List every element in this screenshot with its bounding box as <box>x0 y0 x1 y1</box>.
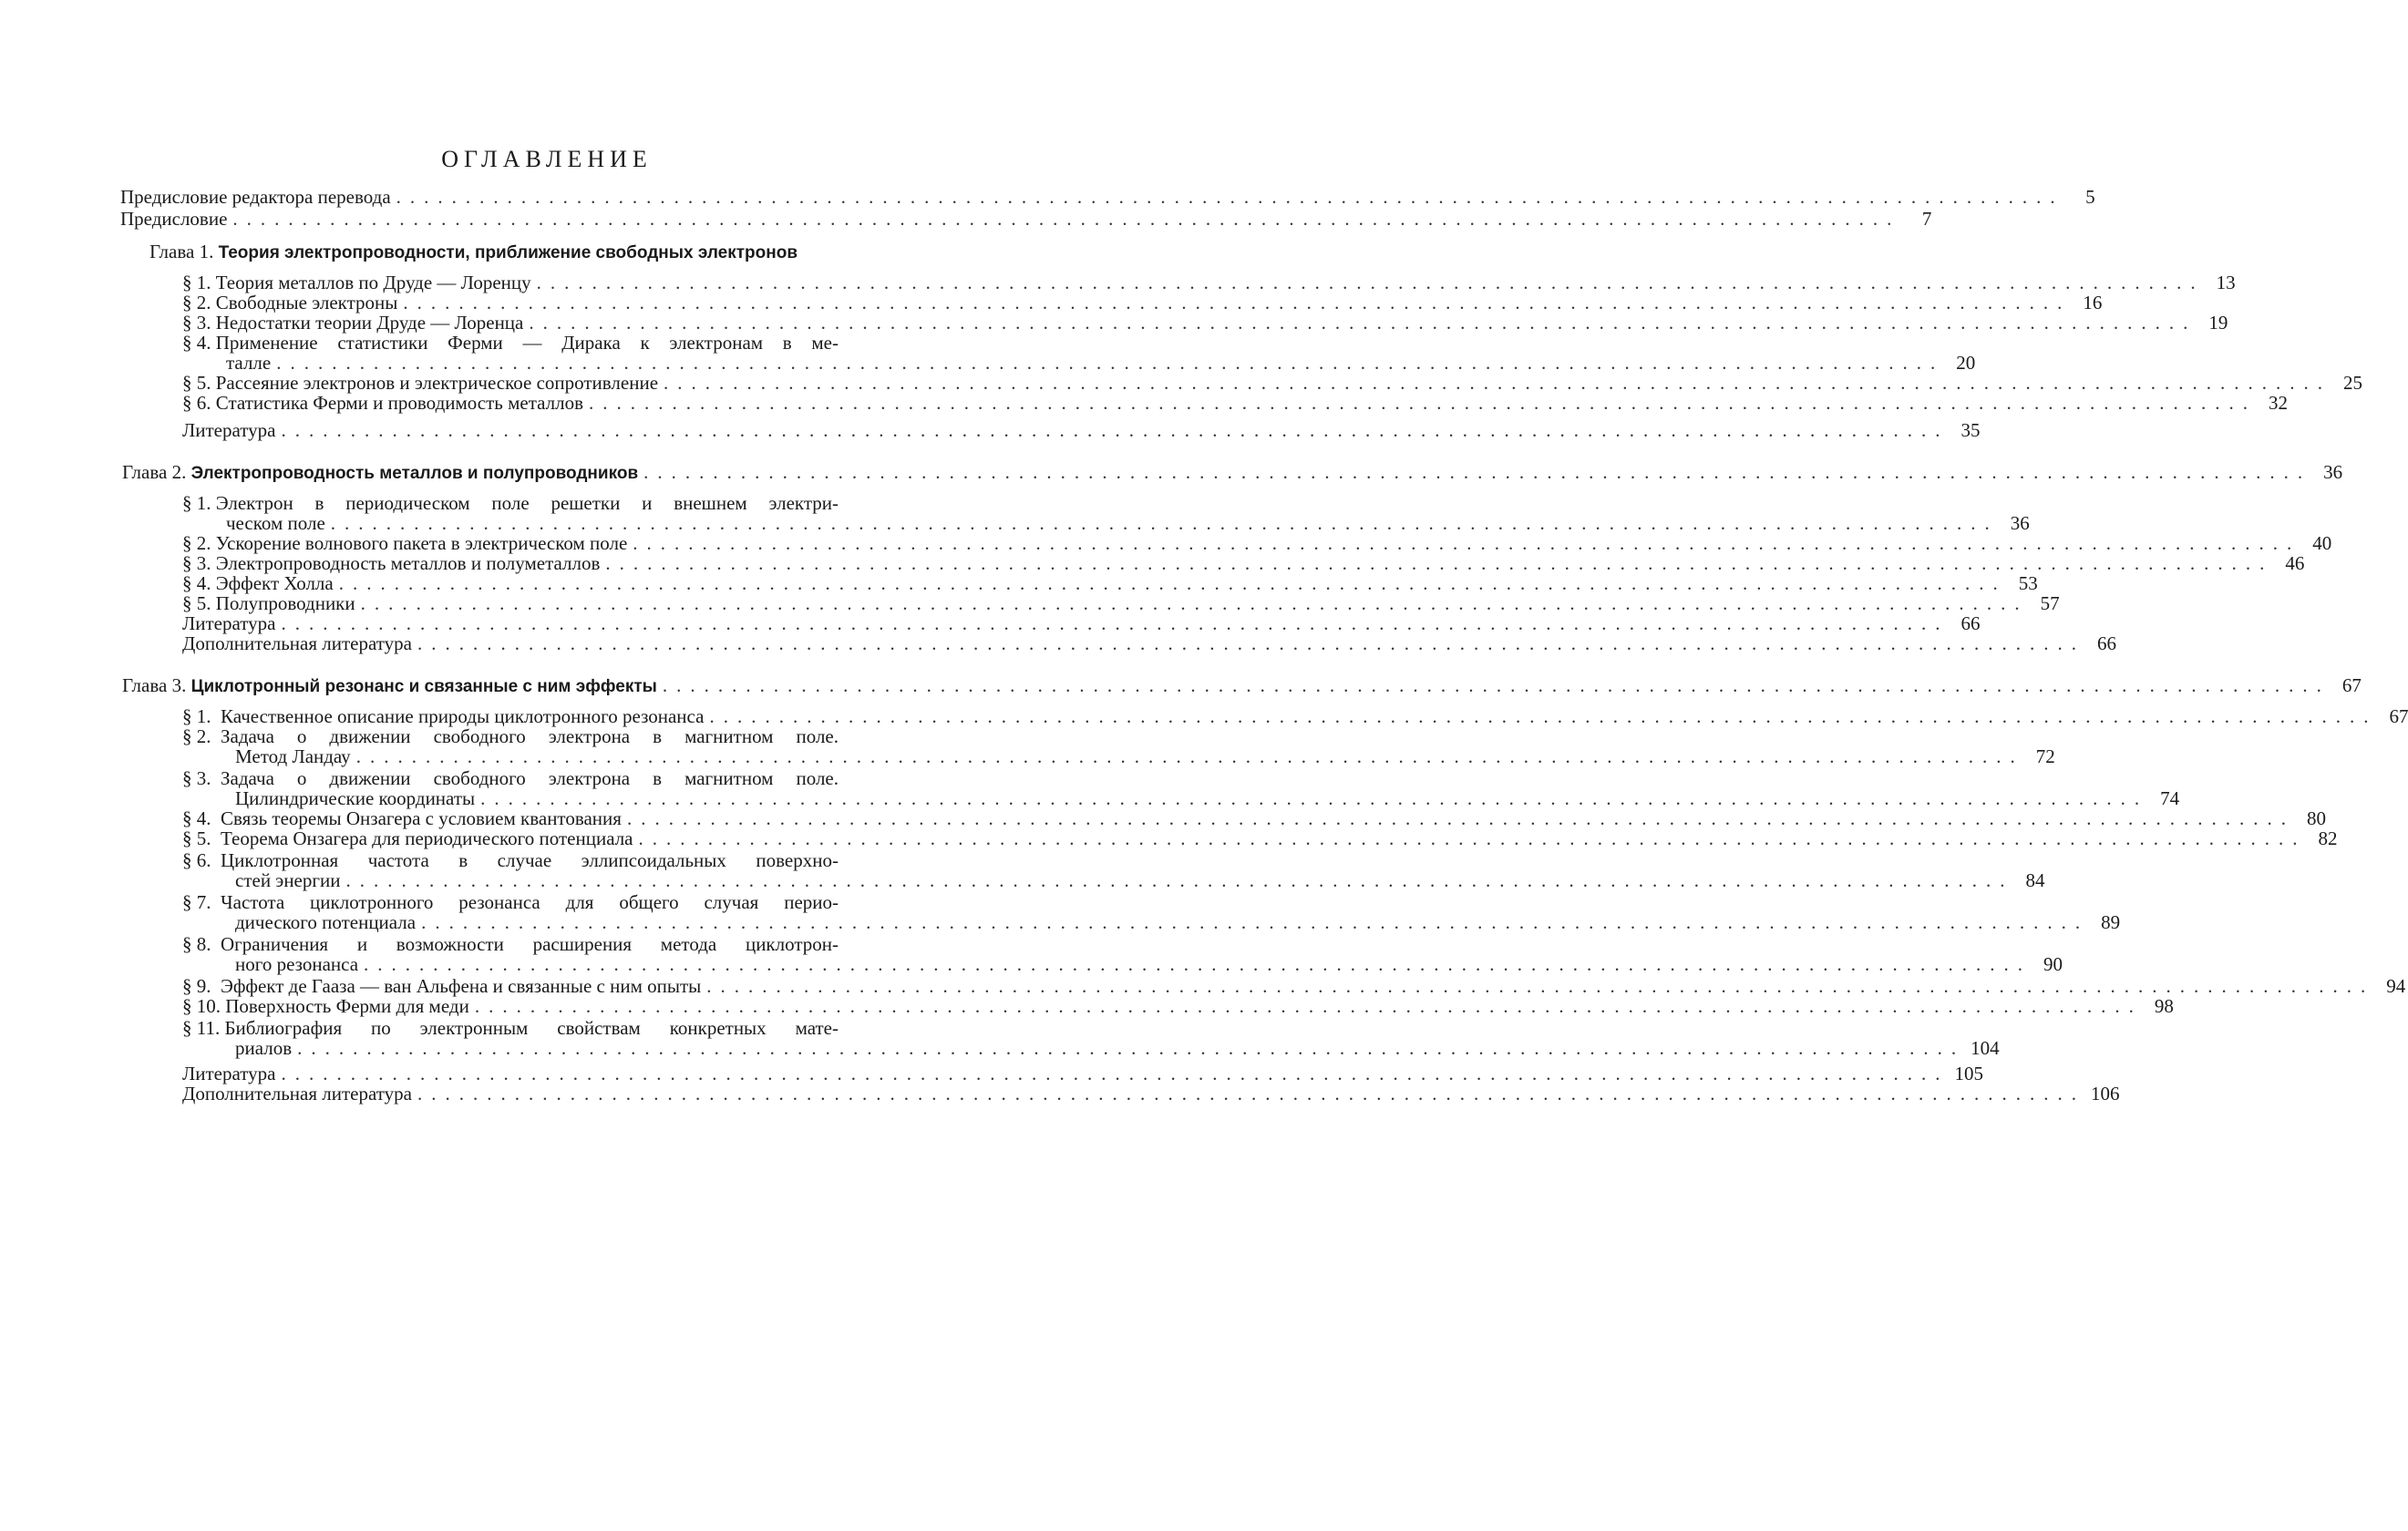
entry-page: 67 <box>2389 705 2408 727</box>
toc-entry <box>182 849 839 871</box>
toc-entry <box>182 552 2305 574</box>
toc-entry-continuation <box>235 1037 2000 1059</box>
entry-page: 19 <box>2208 312 2228 334</box>
entry-text: Эффект Холла <box>215 572 334 594</box>
entry-page: 72 <box>2035 745 2055 767</box>
section-number: § 6. <box>182 392 211 414</box>
entry-text: Поверхность Ферми для меди <box>225 995 469 1017</box>
entry-page: 36 <box>2010 512 2030 534</box>
entry-text: ческом поле <box>226 512 325 534</box>
leader-dots: ........................................................................................................................ <box>281 612 1950 634</box>
entry-page: 40 <box>2312 532 2332 554</box>
leader-dots: ........................................................................................................................ <box>638 827 2307 849</box>
page-title: ОГЛАВЛЕНИЕ <box>441 146 653 172</box>
entry-text: Предисловие редактора перевода <box>120 186 391 208</box>
entry-text: Теория металлов по Друде — Лоренцу <box>215 272 531 293</box>
entry-page: 105 <box>1954 1063 1983 1084</box>
leader-dots: ........................................................................................................................ <box>633 532 2301 554</box>
entry-page: 7 <box>1921 208 1932 230</box>
section-number: § 2. <box>182 292 211 313</box>
entry-text: стей энергии <box>235 869 341 891</box>
toc-entry <box>182 332 839 354</box>
entry-page: 90 <box>2043 953 2063 975</box>
chapter-number: Глава 1. <box>149 241 214 262</box>
entry-page: 46 <box>2285 552 2305 574</box>
leader-dots: ........................................................................................................................ <box>643 461 2312 483</box>
section-number: § 2. <box>182 725 211 747</box>
entry-text: Задача о движении свободного электрона в магнитном поле. <box>221 767 839 789</box>
toc-entry <box>182 392 2289 414</box>
entry-text: Метод Ландау <box>235 745 351 767</box>
toc-chapter-2 <box>122 461 2343 485</box>
entry-page: 67 <box>2341 674 2362 696</box>
section-number: § 1. <box>182 272 211 293</box>
entry-text: Теорема Онзагера для периодического потенциала <box>221 827 633 849</box>
toc-entry-continuation <box>235 745 2055 767</box>
chapter-number: Глава 3. <box>122 674 187 696</box>
entry-text: Литература <box>182 419 276 441</box>
entry-page: 36 <box>2323 461 2343 483</box>
section-number: § 6. <box>182 849 211 871</box>
toc-entry <box>182 312 2228 334</box>
toc-entry <box>182 372 2363 394</box>
section-number: § 7. <box>182 891 211 913</box>
chapter-number: Глава 2. <box>122 461 187 483</box>
entry-text: ного резонанса <box>235 953 359 975</box>
toc-entry <box>182 975 2406 997</box>
leader-dots: ........................................................................................................................ <box>360 592 2029 614</box>
entry-text: Ускорение волнового пакета в электрическом поле <box>215 532 628 554</box>
entry-text: Литература <box>182 1063 276 1084</box>
toc-entry <box>182 933 839 955</box>
toc-entry <box>182 725 839 747</box>
toc-entry-preface <box>120 208 1932 230</box>
toc-entry <box>182 492 839 514</box>
leader-dots: ........................................................................................................................ <box>276 352 1945 374</box>
leader-dots: ........................................................................................................................ <box>297 1037 1966 1059</box>
toc-entry-literature <box>182 612 1981 634</box>
leader-dots: ........................................................................................................................ <box>417 632 2085 654</box>
entry-text: Задача о движении свободного электрона в магнитном поле. <box>221 725 839 747</box>
toc-entry <box>182 767 839 789</box>
leader-dots: ........................................................................................................................ <box>281 1063 1950 1084</box>
leader-dots: ........................................................................................................................ <box>662 674 2331 696</box>
entry-page: 104 <box>1971 1037 2000 1059</box>
chapter-title: Теория электропроводности, приближение свободных электронов <box>218 243 798 262</box>
toc-entry <box>182 705 2408 727</box>
entry-text: Литература <box>182 612 276 634</box>
entry-page: 89 <box>2101 911 2121 933</box>
leader-dots: ........................................................................................................................ <box>364 953 2032 975</box>
leader-dots: ........................................................................................................................ <box>605 552 2274 574</box>
leader-dots: ........................................................................................................................ <box>529 312 2197 334</box>
section-number: § 5. <box>182 372 211 394</box>
toc-entry <box>182 891 839 913</box>
entry-page: 5 <box>2085 186 2095 208</box>
entry-text: Цилиндрические координаты <box>235 787 476 809</box>
toc-entry-continuation <box>235 911 2121 933</box>
leader-dots: ........................................................................................................................ <box>345 869 2014 891</box>
toc-entry-continuation <box>235 953 2063 975</box>
section-number: § 4. <box>182 572 211 594</box>
leader-dots: ........................................................................................................................ <box>589 392 2258 414</box>
toc-chapter-3 <box>122 674 2362 698</box>
entry-text: Частота циклотронного резонанса для общего случая перио- <box>221 891 839 913</box>
entry-page: 16 <box>2083 292 2103 313</box>
entry-text: Качественное описание природы циклотронного резонанса <box>221 705 705 727</box>
entry-page: 53 <box>2018 572 2038 594</box>
toc-chapter-1 <box>149 241 882 264</box>
entry-text: Дополнительная литература <box>182 632 412 654</box>
entry-text: Статистика Ферми и проводимость металлов <box>215 392 584 414</box>
section-number: § 3. <box>182 552 211 574</box>
leader-dots: ........................................................................................................................ <box>355 745 2024 767</box>
entry-text: Циклотронная частота в случае эллипсоидальных поверхно- <box>221 849 839 871</box>
entry-page: 25 <box>2343 372 2363 394</box>
entry-text: Полупроводники <box>215 592 355 614</box>
chapter-title: Электропроводность металлов и полупроводников <box>190 464 639 483</box>
entry-page: 98 <box>2154 995 2174 1017</box>
entry-text: Эффект де Гааза — ван Альфена и связанные с ним опыты <box>221 975 702 997</box>
entry-text: талле <box>226 352 272 374</box>
entry-page: 20 <box>1956 352 1976 374</box>
entry-page: 84 <box>2025 869 2045 891</box>
toc-entry <box>182 572 2038 594</box>
section-number: § 5. <box>182 827 211 849</box>
leader-dots: ........................................................................................................................ <box>480 787 2149 809</box>
toc-entry-continuation <box>235 869 2045 891</box>
leader-dots: ........................................................................................................................ <box>421 911 2090 933</box>
chapter-title: Циклотронный резонанс и связанные с ним эффекты <box>190 677 657 696</box>
leader-dots: ........................................................................................................................ <box>474 995 2143 1017</box>
section-number: § 3. <box>182 312 211 334</box>
toc-entry <box>182 827 2338 849</box>
section-number: § 1. <box>182 492 211 514</box>
entry-page: 32 <box>2269 392 2289 414</box>
entry-text: Электропроводность металлов и полуметаллов <box>215 552 601 574</box>
section-number: § 4. <box>182 807 211 829</box>
entry-text: Библиография по электронным свойствам конкретных мате- <box>224 1017 839 1039</box>
toc-entry <box>182 292 2103 313</box>
leader-dots: ........................................................................................................................ <box>709 705 2378 727</box>
leader-dots: ........................................................................................................................ <box>281 419 1950 441</box>
toc-entry-literature <box>182 1063 1983 1084</box>
entry-page: 13 <box>2216 272 2236 293</box>
entry-text: Рассеяние электронов и электрическое сопротивление <box>215 372 659 394</box>
entry-text: Ограничения и возможности расширения метода циклотрон- <box>221 933 839 955</box>
section-number: § 11. <box>182 1017 221 1039</box>
toc-entry-additional-literature <box>182 632 2116 654</box>
entry-page: 80 <box>2306 807 2326 829</box>
leader-dots: ........................................................................................................................ <box>338 572 2007 594</box>
toc-entry-continuation <box>235 787 2180 809</box>
entry-page: 74 <box>2160 787 2180 809</box>
entry-page: 35 <box>1960 419 1981 441</box>
toc-entry <box>182 807 2326 829</box>
toc-entry <box>182 532 2332 554</box>
entry-text: дического потенциала <box>235 911 417 933</box>
leader-dots: ........................................................................................................................ <box>396 186 2064 208</box>
entry-page: 106 <box>2090 1083 2120 1105</box>
entry-text: Дополнительная литература <box>182 1083 412 1105</box>
section-number: § 3. <box>182 767 211 789</box>
entry-page: 57 <box>2040 592 2060 614</box>
toc-entry <box>182 1017 839 1039</box>
toc-entry <box>182 272 2236 293</box>
toc-entry-literature <box>182 419 1981 441</box>
entry-page: 66 <box>1960 612 1981 634</box>
leader-dots: ........................................................................................................................ <box>706 975 2375 997</box>
section-number: § 9. <box>182 975 211 997</box>
entry-page: 66 <box>2096 632 2116 654</box>
section-number: § 1. <box>182 705 211 727</box>
leader-dots: ........................................................................................................................ <box>330 512 1999 534</box>
leader-dots: ........................................................................................................................ <box>403 292 2072 313</box>
entry-text: Свободные электроны <box>215 292 398 313</box>
toc-entry-additional-literature <box>182 1083 2120 1105</box>
entry-text: Связь теоремы Онзагера с условием квантования <box>221 807 622 829</box>
entry-text: Предисловие <box>120 208 228 230</box>
section-number: § 2. <box>182 532 211 554</box>
section-number: § 5. <box>182 592 211 614</box>
section-number: § 8. <box>182 933 211 955</box>
entry-page: 82 <box>2318 827 2338 849</box>
leader-dots: ........................................................................................................................ <box>664 372 2332 394</box>
toc-entry-continuation <box>226 512 2030 534</box>
toc-entry <box>182 995 2174 1017</box>
leader-dots: ........................................................................................................................ <box>626 807 2295 829</box>
section-number: § 4. <box>182 332 211 354</box>
leader-dots: ........................................................................................................................ <box>232 208 1901 230</box>
entry-page: 94 <box>2386 975 2406 997</box>
entry-text: Электрон в периодическом поле решетки и внешнем электри- <box>215 492 839 514</box>
section-number: § 10. <box>182 995 221 1017</box>
toc-entry-preface-editor <box>120 186 2095 208</box>
entry-text: Применение статистики Ферми — Дирака к электронам в ме- <box>215 332 839 354</box>
leader-dots: ........................................................................................................................ <box>417 1083 2085 1105</box>
toc-entry <box>182 592 2060 614</box>
entry-text: риалов <box>235 1037 293 1059</box>
entry-text: Недостатки теории Друде — Лоренца <box>215 312 524 334</box>
toc-entry-continuation <box>226 352 1976 374</box>
leader-dots: ........................................................................................................................ <box>536 272 2205 293</box>
